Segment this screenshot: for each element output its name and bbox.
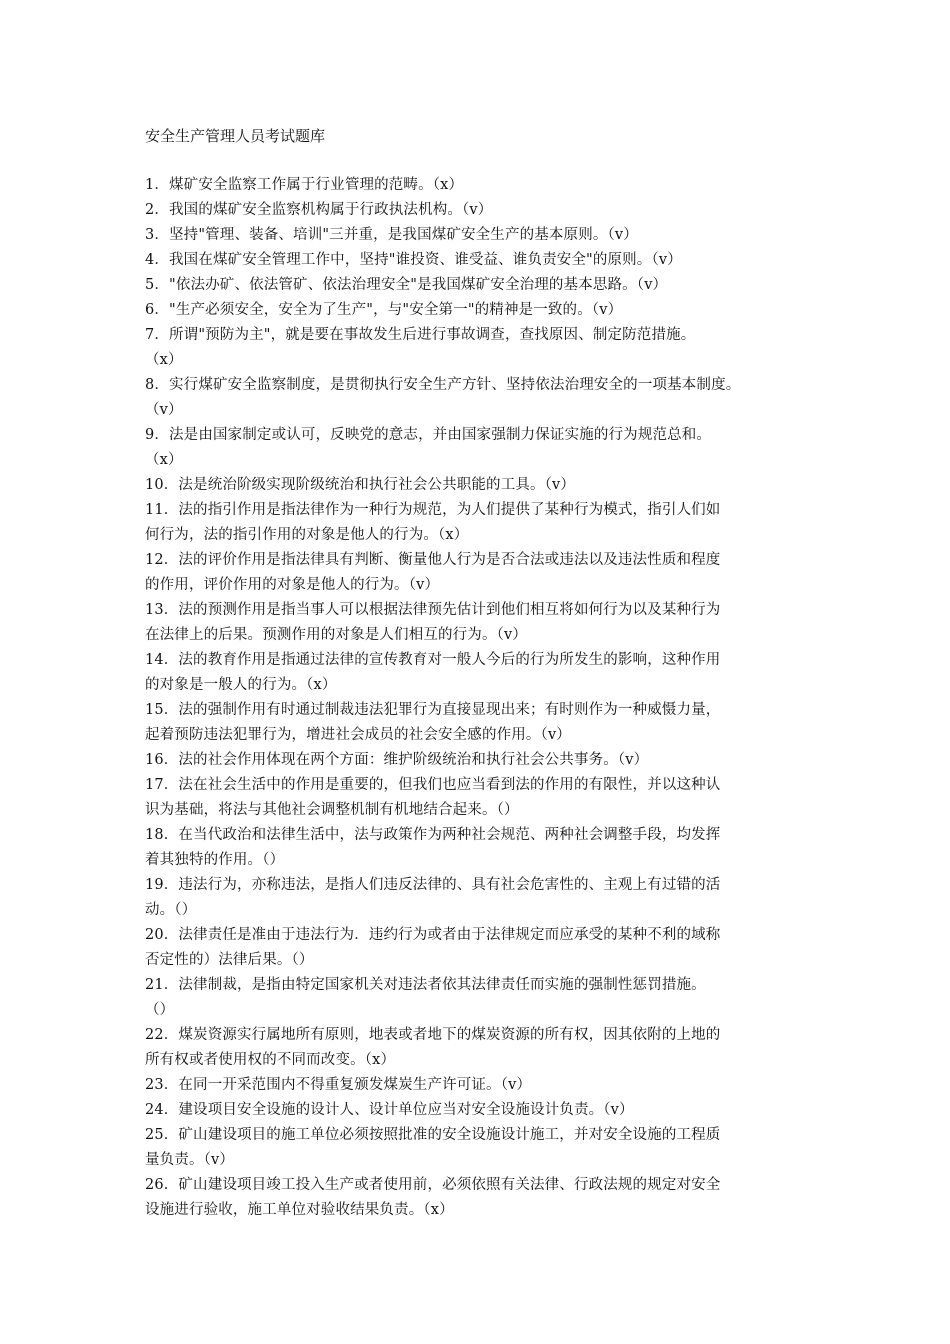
question-line: 26．矿山建设项目竣工投入生产或者使用前，必须依照有关法律、行政法规的规定对安全 [145, 1177, 721, 1193]
question-line: 23．在同一开采范围内不得重复颁发煤炭生产许可证。（v） [145, 1077, 532, 1093]
question-line: 17．法在社会生活中的作用是重要的，但我们也应当看到法的作用的有限性，并以这种认 [145, 777, 721, 793]
question-line: 14．法的教育作用是指通过法律的宣传教育对一般人今后的行为所发生的影响，这种作用 [145, 652, 721, 668]
question-item [145, 1098, 825, 1123]
question-line: 11．法的指引作用是指法律作为一种行为规范，为人们提供了某种行为模式，指引人们如 [145, 502, 721, 518]
question-item [145, 323, 825, 373]
question-line: 10．法是统治阶级实现阶级统治和执行社会公共职能的工具。（v） [145, 477, 576, 493]
question-item [145, 773, 825, 823]
question-line: 的对象是一般人的行为。（x） [145, 677, 337, 693]
question-line: 24．建设项目安全设施的设计人、设计单位应当对安全设施设计负责。（v） [145, 1102, 634, 1118]
question-item [145, 423, 825, 473]
question-line: 在法律上的后果。预测作用的对象是人们相互的行为。（v） [145, 627, 527, 643]
question-item [145, 923, 825, 973]
question-line: 着其独特的作用。（） [145, 852, 285, 868]
question-item [145, 1023, 825, 1073]
question-line: 6．"生产必须安全，安全为了生产"，与"安全第一"的精神是一致的。（v） [145, 302, 623, 318]
question-line: 4．我国在煤矿安全管理工作中，坚持"谁投资、谁受益、谁负责安全"的原则。（v） [145, 252, 682, 268]
question-line: 16．法的社会作用体现在两个方面：维护阶级统治和执行社会公共事务。（v） [145, 752, 649, 768]
question-line: 识为基础，将法与其他社会调整机制有机地结合起来。（） [145, 802, 519, 818]
question-line: 所有权或者使用权的不同而改变。（x） [145, 1052, 396, 1068]
question-item [145, 1123, 825, 1173]
document-page [145, 124, 825, 1223]
question-line: 15．法的强制作用有时通过制裁违法犯罪行为直接显现出来；有时则作为一种威慑力量， [145, 702, 721, 718]
question-item [145, 548, 825, 598]
question-item [145, 598, 825, 648]
question-line: 的作用，评价作用的对象是他人的行为。（v） [145, 577, 440, 593]
question-item [145, 823, 825, 873]
question-item [145, 873, 825, 923]
question-item [145, 748, 825, 773]
question-line: 19．违法行为，亦称违法，是指人们违反法律的、具有社会危害性的、主观上有过错的活 [145, 877, 721, 893]
question-line: 3．坚持"管理、装备、培训"三并重，是我国煤矿安全生产的基本原则。（v） [145, 227, 638, 243]
question-item [145, 223, 825, 248]
question-line: 1．煤矿安全监察工作属于行业管理的范畴。（x） [145, 177, 464, 193]
question-line: 7．所谓"预防为主"，就是要在事故发生后进行事故调查，查找原因、制定防范措施。 [145, 327, 696, 343]
document-title: 安全生产管理人员考试题库 [145, 127, 326, 145]
question-line: 18．在当代政治和法律生活中，法与政策作为两种社会规范、两种社会调整手段，均发挥 [145, 827, 721, 843]
question-line: 动。（） [145, 902, 197, 918]
question-line: 何行为，法的指引作用的对象是他人的行为。（x） [145, 527, 469, 543]
question-line: 量负责。（v） [145, 1152, 234, 1168]
question-line: 8．实行煤矿安全监察制度，是贯彻执行安全生产方针、坚持依法治理安全的一项基本制度。 [145, 377, 741, 393]
question-item [145, 298, 825, 323]
question-line: 设施进行验收，施工单位对验收结果负责。（x） [145, 1202, 454, 1218]
question-item [145, 698, 825, 748]
question-item [145, 273, 825, 298]
question-item [145, 1073, 825, 1098]
question-line: 13．法的预测作用是指当事人可以根据法律预先估计到他们相互将如何行为以及某种行为 [145, 602, 721, 618]
question-item [145, 373, 825, 423]
question-line: 22．煤炭资源实行属地所有原则，地表或者地下的煤炭资源的所有权，因其依附的上地的 [145, 1027, 721, 1043]
question-item [145, 1173, 825, 1223]
question-line: 起着预防违法犯罪行为，增进社会成员的社会安全感的作用。（v） [145, 727, 571, 743]
question-item [145, 473, 825, 498]
question-line: 20．法律责任是准由于违法行为．违约行为或者由于法律规定而应承受的某种不利的域称 [145, 927, 721, 943]
question-line: （） [145, 1002, 175, 1018]
question-item [145, 173, 825, 198]
question-line: 2．我国的煤矿安全监察机构属于行政执法机构。（v） [145, 202, 493, 218]
question-line: 25．矿山建设项目的施工单位必须按照批准的安全设施设计施工，并对安全设施的工程质 [145, 1127, 721, 1143]
question-item [145, 648, 825, 698]
question-line: 21．法律制裁，是指由特定国家机关对违法者依其法律责任而实施的强制性惩罚措施。 [145, 977, 706, 993]
question-item [145, 973, 825, 1023]
question-item [145, 248, 825, 273]
question-line: （x） [145, 452, 183, 468]
question-line: 9．法是由国家制定或认可，反映党的意志，并由国家强制力保证实施的行为规范总和。 [145, 427, 712, 443]
question-line: 12．法的评价作用是指法律具有判断、衡量他人行为是否合法或违法以及违法性质和程度 [145, 552, 721, 568]
question-line: （x） [145, 352, 183, 368]
question-list [145, 173, 825, 1223]
question-line: 5．"依法办矿、依法管矿、依法治理安全"是我国煤矿安全治理的基本思路。（v） [145, 277, 668, 293]
question-line: （v） [145, 402, 183, 418]
question-line: 否定性的）法律后果。（） [145, 952, 314, 968]
question-item [145, 498, 825, 548]
question-item [145, 198, 825, 223]
